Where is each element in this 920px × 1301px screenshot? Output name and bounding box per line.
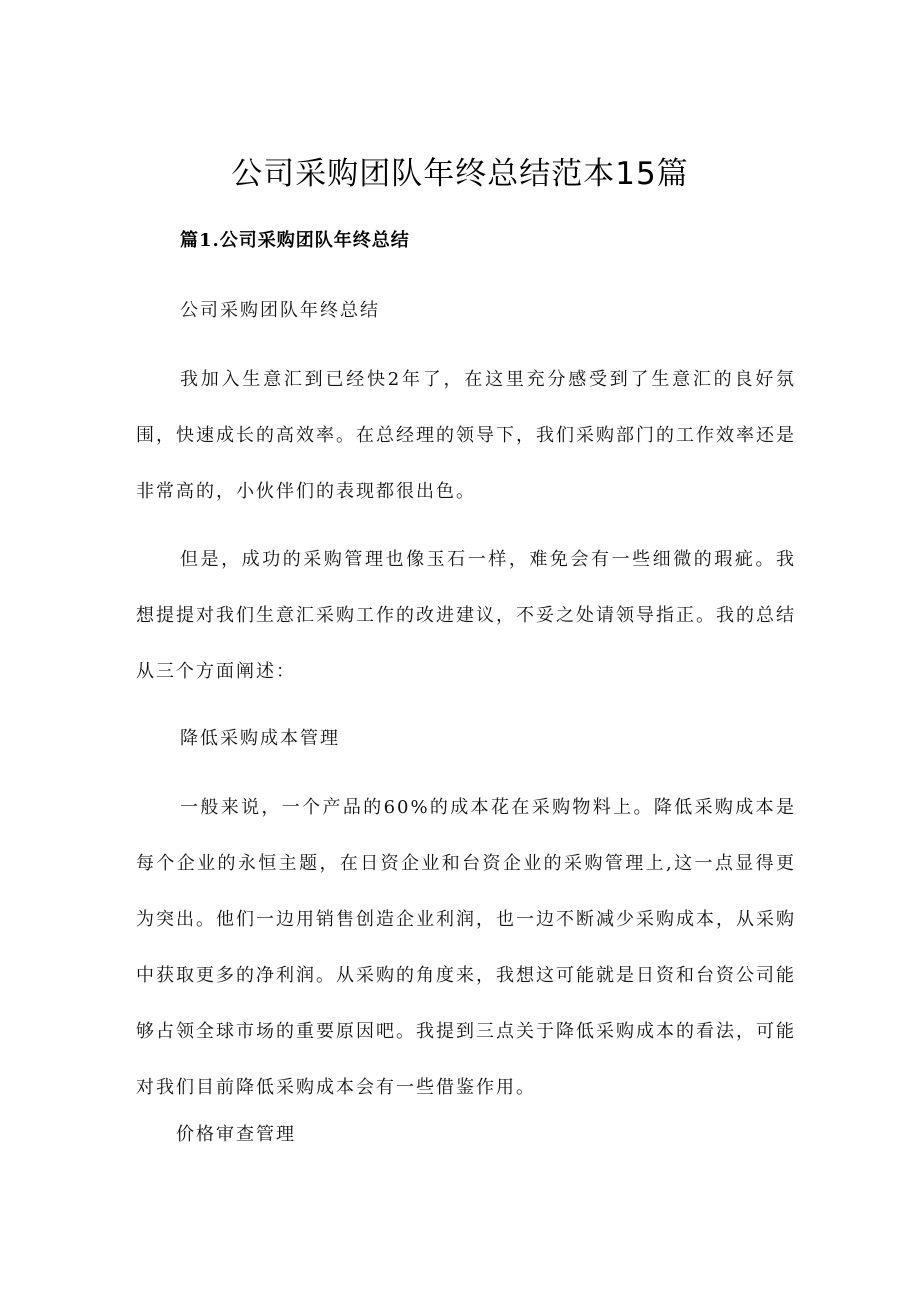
document-title: 公司采购团队年终总结范本15篇	[231, 156, 689, 192]
paragraph-intro: 我加入生意汇到已经快2年了，在这里充分感受到了生意汇的良好氛围，快速成长的高效率。在总经理的领导下，我们采购部门的工作效率还是非常高的，小伙伴们的表现都很出色。	[136, 369, 796, 502]
section-subtitle: 公司采购团队年终总结	[180, 300, 380, 321]
section-heading: 篇1.公司采购团队年终总结	[180, 230, 410, 251]
paragraph-cost-overview: 一般来说，一个产品的60%的成本花在采购物料上。降低采购成本是每个企业的永恒主题，在日资企业和台资企业的采购管理上,这一点显得更为突出。他们一边用销售创造企业利润，也一边不断减少采购成本，从采购中获取更多的净利润。从采购的角度来，我想这可能就是日资和台资公司能够占领全球市场的重要原因吧。我提到三点关于降低采购成本的看法，可能对我们目前降低采购成本会有一些借鉴作用。	[136, 797, 796, 1098]
paragraph-suggestions: 但是，成功的采购管理也像玉石一样，难免会有一些细微的瑕疵。我想提提对我们生意汇采购工作的改进建议，不妥之处请领导指正。我的总结从三个方面阐述：	[136, 549, 796, 682]
heading-reduce-cost: 降低采购成本管理	[180, 728, 340, 749]
heading-price-review: 价格审查管理	[176, 1124, 296, 1145]
